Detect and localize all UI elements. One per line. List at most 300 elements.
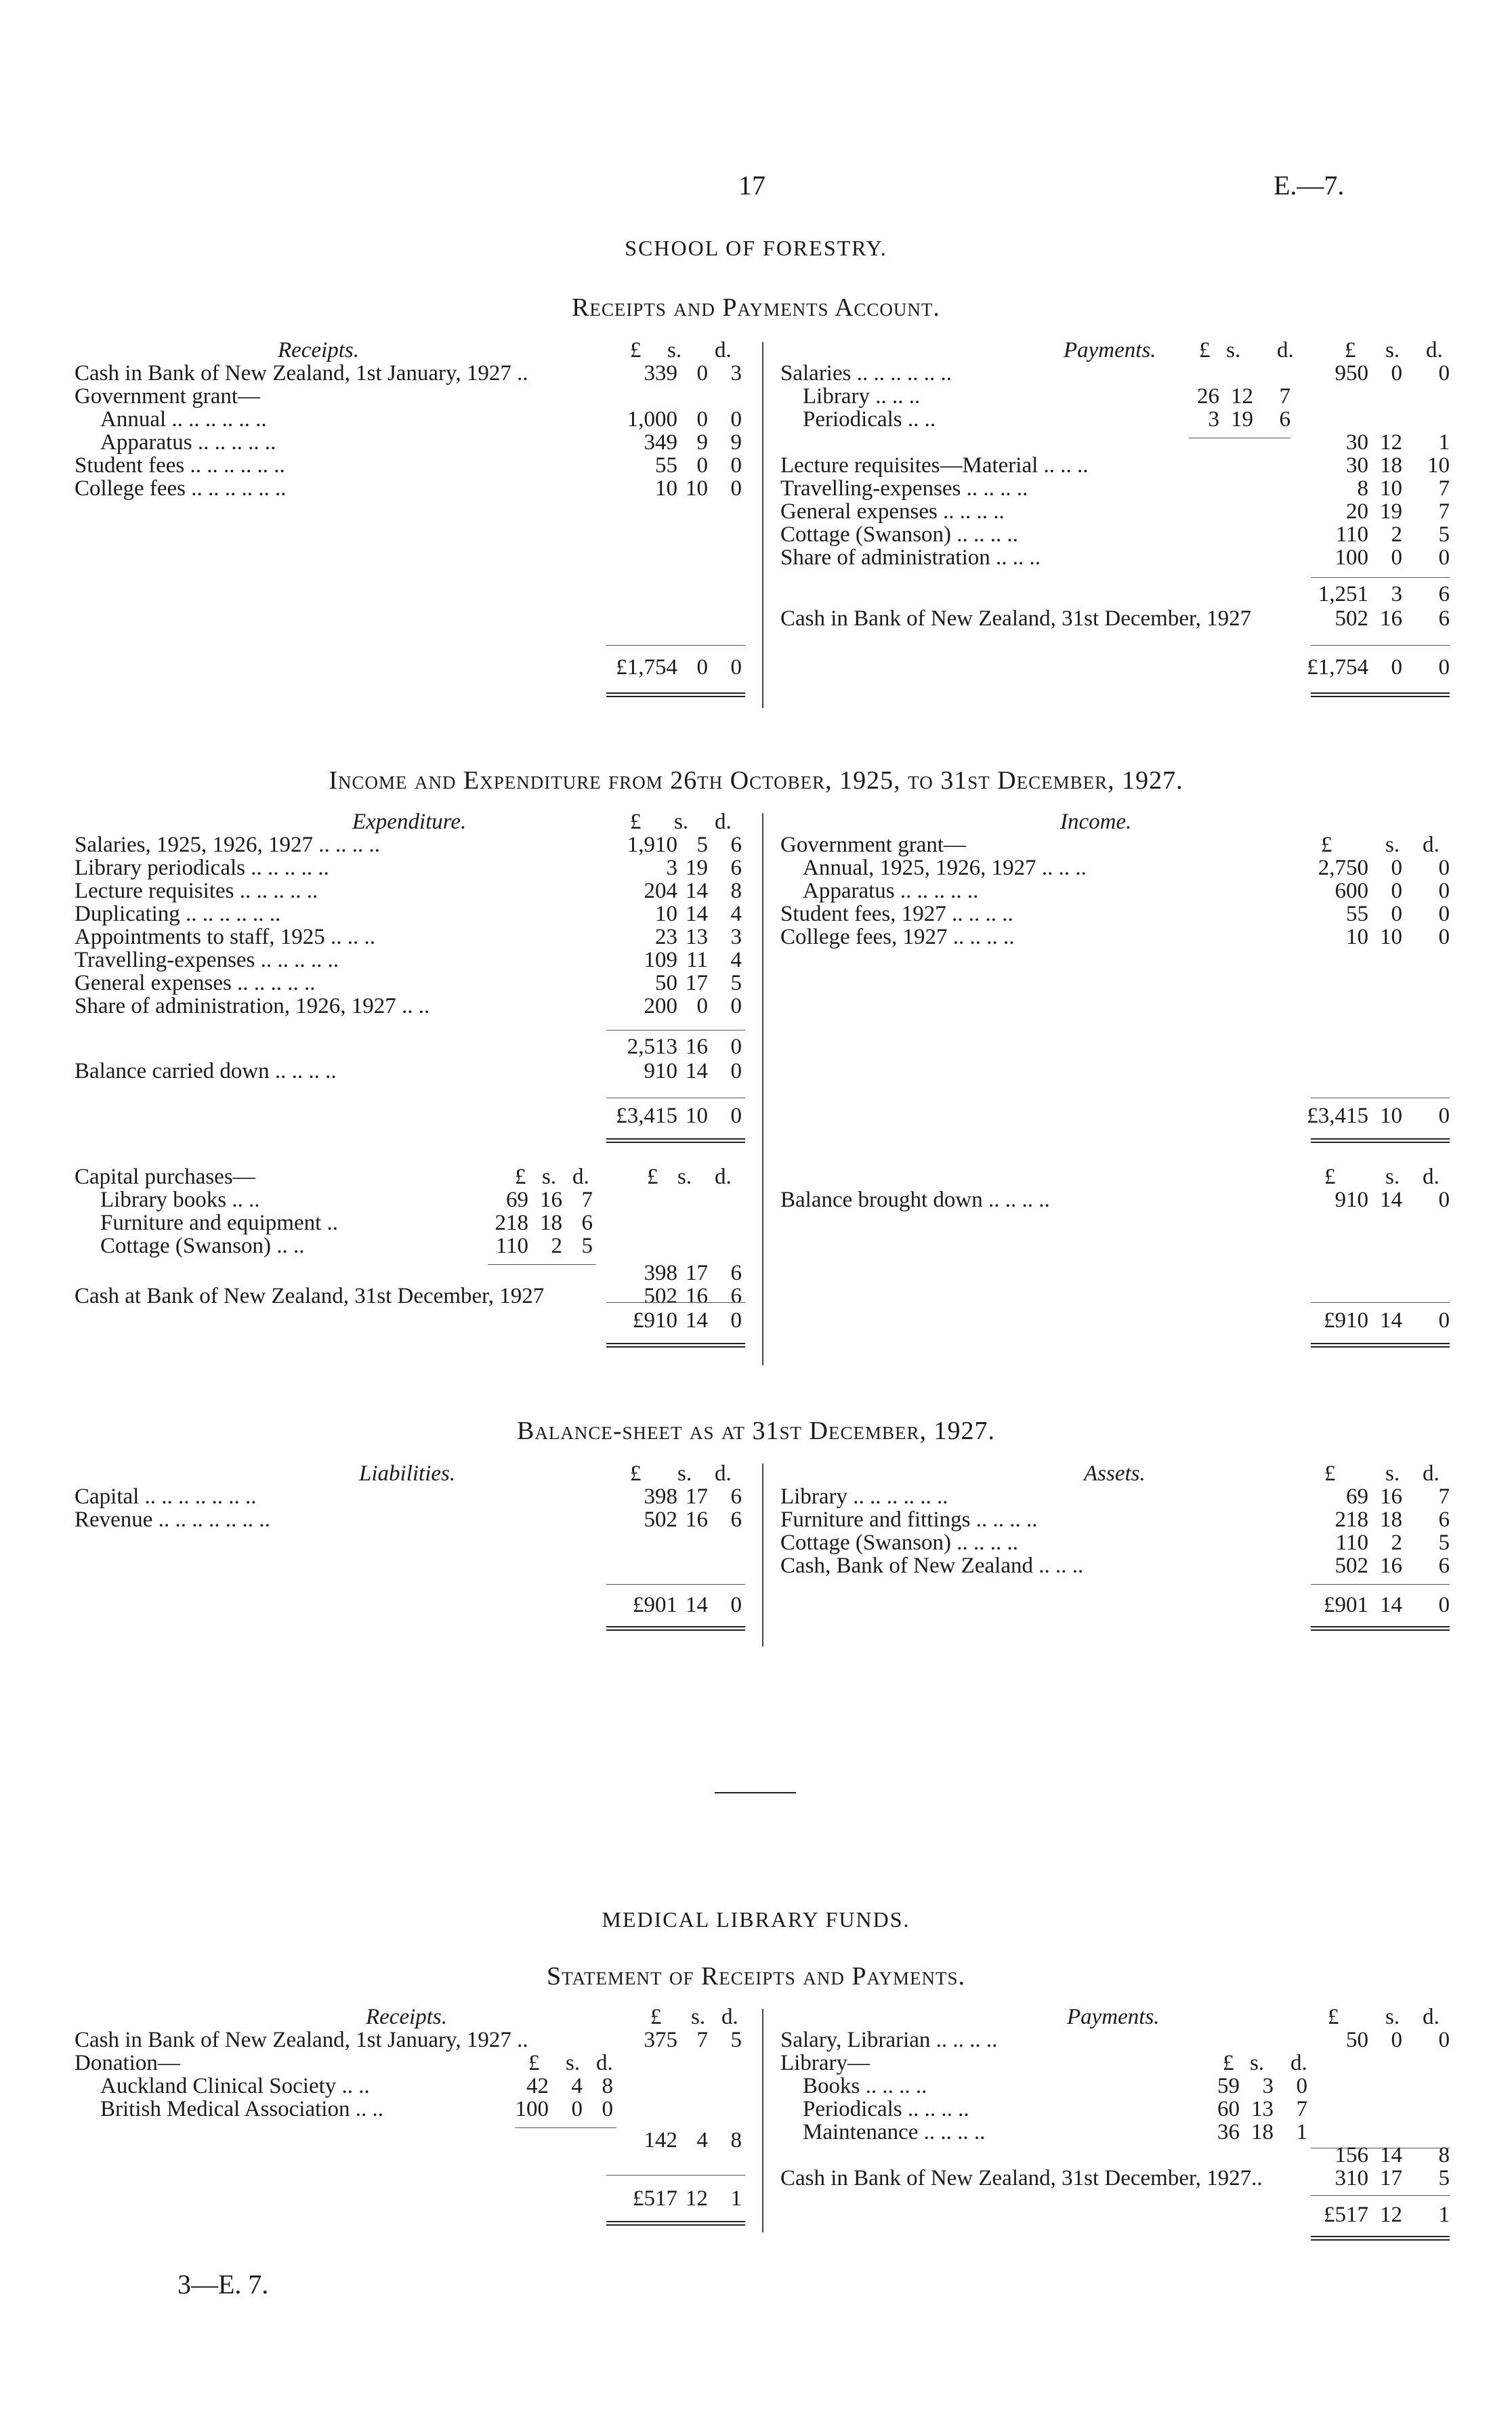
expenditure-l: 3 — [666, 856, 677, 880]
forestry-receipt-label: Cash in Bank of New Zealand, 1st January, 1927 .. — [75, 361, 528, 386]
forestry-payment-periodicals-d: 6 — [1279, 407, 1290, 432]
medical-library-row-d: 0 — [1296, 2074, 1307, 2098]
medical-library-row-d: 7 — [1296, 2097, 1307, 2121]
forestry-payments-cur-inner-l: £ — [1199, 338, 1211, 362]
forestry-payment-l: 100 — [1335, 545, 1368, 570]
forestry-receipt-label: College fees .. .. .. .. .. .. — [75, 476, 287, 501]
assets-double-rule — [1311, 1626, 1450, 1631]
expenditure-cur-s: s. — [674, 810, 689, 834]
forestry-payment-periodicals-label: Periodicals .. .. — [803, 407, 936, 432]
forestry-payment-d: 10 — [1427, 453, 1450, 478]
assets-heading: Assets. — [1084, 1461, 1146, 1486]
income-d: 0 — [1438, 902, 1450, 926]
forestry-subtitle — [0, 293, 1512, 323]
forestry-receipt-d: 0 — [730, 476, 742, 501]
forestry-payment-label: Share of administration .. .. .. — [780, 545, 1041, 570]
expenditure-total-s: 10 — [686, 1104, 708, 1128]
forestry-payments-rule — [1311, 645, 1450, 646]
forestry-receipts-cur-s: s. — [667, 338, 682, 362]
liability-s: 17 — [686, 1484, 708, 1509]
forestry-divider — [762, 342, 763, 708]
forestry-receipts-rule — [606, 645, 745, 646]
income-l: 2,750 — [1318, 856, 1368, 880]
expenditure-label: Share of administration, 1926, 1927 .. .. — [75, 994, 430, 1018]
capital-l: 218 — [495, 1211, 528, 1235]
medical-donation-subtotal-d: 8 — [730, 2128, 742, 2153]
medical-cash-label: Cash in Bank of New Zealand, 1st January, 1927 .. — [75, 2028, 528, 2052]
forestry-payment-periodicals-s: 19 — [1231, 407, 1253, 432]
forestry-payment-cash-d: 6 — [1438, 606, 1450, 631]
medical-library-row-label: Periodicals .. .. .. .. — [803, 2097, 969, 2121]
forestry-receipt-s: 0 — [696, 453, 708, 478]
forestry-payment-library-s: 12 — [1231, 384, 1253, 409]
capital-cash-s: 16 — [686, 1284, 708, 1308]
assets-cur-d: d. — [1423, 1461, 1440, 1486]
liabilities-double-rule — [606, 1626, 745, 1631]
income-heading: Income. — [1060, 810, 1132, 834]
capital-double-rule — [606, 1343, 745, 1348]
capital-total-s: 14 — [686, 1308, 708, 1333]
expenditure-l: 1,910 — [627, 833, 677, 857]
income-subtitle — [0, 766, 1512, 795]
income-d: 0 — [1438, 879, 1450, 903]
forestry-library-total-s: 12 — [1380, 430, 1402, 455]
income-l: 10 — [1346, 925, 1368, 949]
balance-bd-total-l: £910 — [1324, 1308, 1368, 1333]
balance-carried-down-s: 14 — [686, 1059, 708, 1083]
income-label: Annual, 1925, 1926, 1927 .. .. .. — [803, 856, 1087, 880]
expenditure-l: 109 — [644, 948, 677, 972]
asset-label: Furniture and fittings .. .. .. .. — [780, 1507, 1038, 1532]
balance-subtitle-text: Balance-sheet as at 31st December, 1927. — [517, 1417, 995, 1445]
asset-label: Library .. .. .. .. .. .. — [780, 1484, 948, 1509]
balance-bd-total-d: 0 — [1438, 1308, 1450, 1333]
expenditure-l: 200 — [644, 994, 677, 1018]
forestry-payment-library-l: 26 — [1197, 384, 1219, 409]
forestry-receipt-l: 349 — [644, 430, 677, 455]
forestry-payment-d: 5 — [1438, 522, 1450, 547]
expenditure-cur-d: d. — [715, 810, 732, 834]
expenditure-subtotal-s: 16 — [686, 1035, 708, 1059]
income-total-s: 10 — [1380, 1104, 1402, 1128]
medical-payments-cur-inner-l: £ — [1223, 2051, 1234, 2075]
medical-salary-l: 50 — [1346, 2028, 1368, 2052]
page-number: 17 — [738, 170, 765, 201]
balance-brought-down-label: Balance brought down .. .. .. .. — [780, 1188, 1050, 1212]
medical-library-row-s: 13 — [1251, 2097, 1274, 2121]
forestry-payment-library-label: Library .. .. .. — [803, 384, 921, 409]
expenditure-s: 11 — [686, 948, 708, 972]
income-subtitle-text: Income and Expenditure from 26th October, 1925, to 31st December, 1927. — [329, 766, 1183, 795]
medical-payments-total-l: £517 — [1324, 2203, 1368, 2227]
expenditure-subtotal-l: 2,513 — [627, 1035, 677, 1059]
expenditure-total-d: 0 — [730, 1104, 742, 1128]
medical-receipts-total-s: 12 — [686, 2186, 708, 2211]
liability-d: 6 — [730, 1484, 742, 1509]
liability-label: Revenue .. .. .. .. .. .. .. — [75, 1507, 270, 1532]
capital-cash-d: 6 — [730, 1284, 742, 1308]
capital-cur-outer-s: s. — [677, 1165, 692, 1189]
expenditure-l: 10 — [655, 902, 677, 926]
forestry-library-total-d: 1 — [1438, 430, 1450, 455]
forestry-payments-total-s: 0 — [1391, 655, 1402, 680]
forestry-receipt-d: 0 — [730, 407, 742, 432]
asset-l: 69 — [1346, 1484, 1368, 1509]
medical-receipts-total-d: 1 — [730, 2186, 742, 2211]
capital-d: 6 — [581, 1211, 593, 1235]
section-separator — [715, 1792, 796, 1793]
forestry-receipt-d: 9 — [730, 430, 742, 455]
liability-l: 398 — [644, 1484, 677, 1509]
expenditure-d: 5 — [730, 971, 742, 995]
capital-cur-inner-s: s. — [542, 1165, 557, 1189]
forestry-payment-periodicals-l: 3 — [1208, 407, 1219, 432]
asset-label: Cottage (Swanson) .. .. .. .. — [780, 1531, 1019, 1555]
medical-salary-d: 0 — [1438, 2028, 1450, 2052]
forestry-receipt-l: 339 — [644, 361, 677, 386]
capital-cash-l: 502 — [644, 1284, 677, 1308]
assets-total-l: £901 — [1324, 1593, 1368, 1617]
forestry-receipts-total-l: £1,754 — [616, 655, 677, 680]
assets-cur-l: £ — [1324, 1461, 1336, 1486]
forestry-receipt-s: 0 — [696, 407, 708, 432]
forestry-receipt-label: Government grant— — [75, 384, 261, 409]
asset-l: 218 — [1335, 1507, 1368, 1532]
medical-payments-cur-outer-l: £ — [1328, 2005, 1339, 2029]
expenditure-l: 23 — [655, 925, 677, 949]
income-s: 10 — [1380, 925, 1402, 949]
income-d: 0 — [1438, 925, 1450, 949]
medical-library-row-s: 3 — [1262, 2074, 1274, 2098]
capital-cur-inner-l: £ — [515, 1165, 526, 1189]
asset-d: 5 — [1438, 1531, 1450, 1555]
medical-library-row-d: 1 — [1296, 2120, 1307, 2144]
capital-subtotal-d: 6 — [730, 1261, 742, 1285]
income-cur-l: £ — [1321, 833, 1332, 857]
expenditure-cur-l: £ — [630, 810, 642, 834]
medical-receipts-cur-outer-d: d. — [721, 2005, 738, 2029]
capital-subtotal-l: 398 — [644, 1261, 677, 1285]
forestry-payment-s: 10 — [1380, 476, 1402, 501]
medical-cash-d: 5 — [730, 2028, 742, 2052]
forestry-payment-s: 2 — [1391, 522, 1402, 547]
expenditure-total-l: £3,415 — [616, 1104, 677, 1128]
capital-cash-label: Cash at Bank of New Zealand, 31st December, 1927 — [75, 1284, 545, 1308]
forestry-receipts-double-rule — [606, 692, 745, 697]
asset-d: 6 — [1438, 1507, 1450, 1532]
medical-cash-s: 7 — [696, 2028, 708, 2052]
forestry-payments-subtotal-d: 6 — [1438, 582, 1450, 606]
forestry-payment-d: 7 — [1438, 476, 1450, 501]
expenditure-subtotal-d: 0 — [730, 1035, 742, 1059]
forestry-payment-salaries-d: 0 — [1438, 361, 1450, 386]
asset-label: Cash, Bank of New Zealand .. .. .. — [780, 1554, 1084, 1578]
income-label: Government grant— — [780, 833, 967, 857]
medical-receipts-double-rule — [606, 2221, 745, 2226]
assets-total-s: 14 — [1380, 1593, 1402, 1617]
forestry-receipts-cur-d: d. — [715, 338, 732, 362]
income-label: Apparatus .. .. .. .. .. — [803, 879, 979, 903]
forestry-receipt-l: 1,000 — [627, 407, 677, 432]
medical-payments-total-d: 1 — [1438, 2203, 1450, 2227]
expenditure-label: Travelling-expenses .. .. .. .. .. — [75, 948, 339, 972]
income-double-rule — [1311, 1138, 1450, 1143]
forestry-receipt-label: Annual .. .. .. .. .. .. — [100, 407, 267, 432]
forestry-receipt-l: 10 — [655, 476, 677, 501]
liability-s: 16 — [686, 1507, 708, 1532]
capital-l: 69 — [506, 1188, 528, 1212]
balance-carried-down-label: Balance carried down .. .. .. .. — [75, 1059, 337, 1083]
medical-receipts-total-l: £517 — [633, 2186, 677, 2211]
page-footer: 3—E. 7. — [177, 2269, 269, 2300]
forestry-payments-double-rule — [1311, 692, 1450, 697]
forestry-receipt-d: 3 — [730, 361, 742, 386]
expenditure-s: 17 — [686, 971, 708, 995]
medical-payments-cash-l: 310 — [1335, 2166, 1368, 2190]
forestry-receipt-label: Student fees .. .. .. .. .. .. — [75, 453, 285, 478]
liabilities-total-l: £901 — [633, 1593, 677, 1617]
asset-d: 7 — [1438, 1484, 1450, 1509]
forestry-payments-cur-inner-s: s. — [1226, 338, 1241, 362]
medical-subtitle-text: Statement of Receipts and Payments. — [547, 1962, 965, 1991]
income-l: 55 — [1346, 902, 1368, 926]
liabilities-total-s: 14 — [686, 1593, 708, 1617]
medical-library-total-d: 8 — [1438, 2143, 1450, 2167]
forestry-payment-s: 19 — [1380, 499, 1402, 524]
capital-label: Furniture and equipment .. — [100, 1211, 339, 1235]
forestry-receipt-d: 0 — [730, 453, 742, 478]
medical-payments-double-rule — [1311, 2236, 1450, 2241]
capital-s: 16 — [540, 1188, 562, 1212]
medical-payments-cur-inner-s: s. — [1250, 2051, 1265, 2075]
asset-s: 16 — [1380, 1484, 1402, 1509]
page-code: E.—7. — [1274, 170, 1345, 201]
forestry-receipt-s: 9 — [696, 430, 708, 455]
capital-total-l: £910 — [633, 1308, 677, 1333]
liabilities-cur-s: s. — [677, 1461, 692, 1486]
forestry-payments-subtotal-rule — [1311, 577, 1450, 578]
medical-payments-heading: Payments. — [1067, 2005, 1160, 2029]
medical-payments-cash-s: 17 — [1380, 2166, 1402, 2190]
capital-d: 5 — [581, 1234, 593, 1258]
liabilities-cur-l: £ — [630, 1461, 642, 1486]
capital-cur-inner-d: d. — [572, 1165, 589, 1189]
medical-receipts-heading: Receipts. — [366, 2005, 448, 2029]
forestry-payment-label: Lecture requisites—Material .. .. .. — [780, 453, 1089, 478]
forestry-receipts-heading: Receipts. — [278, 338, 360, 362]
expenditure-double-rule — [606, 1138, 745, 1143]
capital-s: 18 — [540, 1211, 562, 1235]
forestry-payment-salaries-l: 950 — [1335, 361, 1368, 386]
forestry-payments-cur-outer-s: s. — [1385, 338, 1400, 362]
expenditure-d: 4 — [730, 902, 742, 926]
balance-bd-total-s: 14 — [1380, 1308, 1402, 1333]
income-label: College fees, 1927 .. .. .. .. — [780, 925, 1015, 949]
capital-label: Library books .. .. — [100, 1188, 260, 1212]
medical-receipts-cur-inner-l: £ — [528, 2051, 540, 2075]
forestry-payments-heading: Payments. — [1064, 338, 1156, 362]
forestry-payments-cur-outer-l: £ — [1345, 338, 1356, 362]
capital-subtotal-s: 17 — [686, 1261, 708, 1285]
income-s: 0 — [1391, 879, 1402, 903]
forestry-payment-l: 8 — [1357, 476, 1368, 501]
medical-donation-subtotal-l: 142 — [644, 2128, 677, 2153]
medical-donation-row-s: 0 — [571, 2097, 583, 2121]
medical-library-row-label: Books .. .. .. .. — [803, 2074, 927, 2098]
forestry-payment-l: 30 — [1346, 453, 1368, 478]
balance-brought-down-s: 14 — [1380, 1188, 1402, 1212]
forestry-receipts-total-d: 0 — [730, 655, 742, 680]
forestry-payment-d: 7 — [1438, 499, 1450, 524]
expenditure-label: Library periodicals .. .. .. .. .. — [75, 856, 329, 880]
medical-library-row-s: 18 — [1251, 2120, 1274, 2144]
liabilities-cur-d: d. — [715, 1461, 732, 1486]
capital-d: 7 — [581, 1188, 593, 1212]
income-total-l: £3,415 — [1307, 1104, 1368, 1128]
medical-donation-rule — [515, 2127, 616, 2128]
liability-l: 502 — [644, 1507, 677, 1532]
medical-donation-row-label: Auckland Clinical Society .. .. — [100, 2074, 370, 2098]
forestry-payment-s: 0 — [1391, 545, 1402, 570]
expenditure-d: 6 — [730, 833, 742, 857]
medical-title-text: MEDICAL LIBRARY FUNDS. — [602, 1907, 910, 1932]
expenditure-l: 204 — [644, 879, 677, 903]
medical-library-row-l: 60 — [1217, 2097, 1240, 2121]
medical-cash-l: 375 — [644, 2028, 677, 2052]
forestry-subtitle-text: Receipts and Payments Account. — [572, 293, 940, 322]
income-s: 0 — [1391, 856, 1402, 880]
balance-divider — [762, 1463, 763, 1646]
income-cur-d: d. — [1423, 833, 1440, 857]
income-l: 600 — [1335, 879, 1368, 903]
medical-payments-cur-inner-d: d. — [1290, 2051, 1307, 2075]
medical-payments-total-rule — [1311, 2195, 1450, 2196]
forestry-receipt-l: 55 — [655, 453, 677, 478]
forestry-receipt-s: 10 — [686, 476, 708, 501]
expenditure-subtotal-rule — [606, 1030, 745, 1031]
forestry-receipt-s: 0 — [696, 361, 708, 386]
medical-donation-row-label: British Medical Association .. .. — [100, 2097, 383, 2121]
medical-library-row-l: 59 — [1217, 2074, 1240, 2098]
forestry-payment-salaries-s: 0 — [1391, 361, 1402, 386]
forestry-payment-l: 20 — [1346, 499, 1368, 524]
balance-brought-down-d: 0 — [1438, 1188, 1450, 1212]
expenditure-l: 50 — [655, 971, 677, 995]
medical-receipts-total-rule — [606, 2175, 745, 2176]
medical-library-row-l: 36 — [1217, 2120, 1240, 2144]
asset-d: 6 — [1438, 1554, 1450, 1578]
medical-receipts-cur-inner-s: s. — [566, 2051, 581, 2075]
expenditure-heading: Expenditure. — [352, 810, 467, 834]
balance-bd-double-rule — [1311, 1343, 1450, 1348]
capital-cur-outer-l: £ — [647, 1165, 658, 1189]
medical-payments-cash-label: Cash in Bank of New Zealand, 31st December, 1927.. — [780, 2166, 1263, 2190]
forestry-receipt-label: Apparatus .. .. .. .. .. — [100, 430, 276, 455]
forestry-payment-l: 110 — [1335, 522, 1368, 547]
expenditure-s: 13 — [686, 925, 708, 949]
expenditure-d: 6 — [730, 856, 742, 880]
income-label: Student fees, 1927 .. .. .. .. — [780, 902, 1013, 926]
forestry-library-total-l: 30 — [1346, 430, 1368, 455]
forestry-payment-label: Cottage (Swanson) .. .. .. .. — [780, 522, 1019, 547]
expenditure-s: 0 — [696, 994, 708, 1018]
forestry-receipts-total-s: 0 — [696, 655, 708, 680]
capital-total-rule — [606, 1302, 745, 1303]
medical-salary-label: Salary, Librarian .. .. .. .. — [780, 2028, 998, 2052]
balance-subtitle — [0, 1416, 1512, 1446]
expenditure-d: 8 — [730, 879, 742, 903]
medical-payments-cash-d: 5 — [1438, 2166, 1450, 2190]
forestry-payment-cash-label: Cash in Bank of New Zealand, 31st December, 1927 — [780, 606, 1252, 631]
asset-s: 16 — [1380, 1554, 1402, 1578]
balance-bd-cur-s: s. — [1385, 1165, 1400, 1189]
balance-carried-down-d: 0 — [730, 1059, 742, 1083]
medical-payments-cur-outer-d: d. — [1423, 2005, 1440, 2029]
expenditure-d: 0 — [730, 994, 742, 1018]
assets-total-d: 0 — [1438, 1593, 1450, 1617]
medical-receipts-cur-outer-s: s. — [691, 2005, 706, 2029]
forestry-payment-salaries-label: Salaries .. .. .. .. .. .. — [780, 361, 952, 386]
medical-donation-row-l: 100 — [515, 2097, 549, 2121]
forestry-payment-label: Travelling-expenses .. .. .. .. — [780, 476, 1028, 501]
forestry-payment-s: 18 — [1380, 453, 1402, 478]
balance-brought-down-l: 910 — [1335, 1188, 1368, 1212]
capital-purchases-label: Capital purchases— — [75, 1165, 255, 1189]
liabilities-total-rule — [606, 1584, 745, 1585]
expenditure-s: 19 — [686, 856, 708, 880]
liabilities-total-d: 0 — [730, 1593, 742, 1617]
forestry-receipts-cur-l: £ — [630, 338, 642, 362]
expenditure-d: 4 — [730, 948, 742, 972]
forestry-payment-library-d: 7 — [1279, 384, 1290, 409]
balance-bd-cur-d: d. — [1423, 1165, 1440, 1189]
liabilities-heading: Liabilities. — [359, 1461, 456, 1486]
medical-library-total-s: 14 — [1380, 2143, 1402, 2167]
medical-subtitle — [0, 1961, 1512, 1991]
medical-library-label: Library— — [780, 2051, 870, 2075]
forestry-payments-total-l: £1,754 — [1307, 655, 1368, 680]
assets-cur-s: s. — [1385, 1461, 1400, 1486]
forestry-payments-subtotal-s: 3 — [1391, 582, 1402, 606]
forestry-payments-cur-outer-d: d. — [1426, 338, 1443, 362]
forestry-payment-cash-l: 502 — [1335, 606, 1368, 631]
forestry-payment-d: 0 — [1438, 545, 1450, 570]
medical-payments-total-s: 12 — [1380, 2203, 1402, 2227]
forestry-payments-subtotal-l: 1,251 — [1318, 582, 1368, 606]
expenditure-label: Duplicating .. .. .. .. .. .. — [75, 902, 281, 926]
assets-total-rule — [1311, 1584, 1450, 1585]
income-total-d: 0 — [1438, 1104, 1450, 1128]
asset-l: 502 — [1335, 1554, 1368, 1578]
expenditure-label: Salaries, 1925, 1926, 1927 .. .. .. .. — [75, 833, 380, 857]
capital-cur-outer-d: d. — [715, 1165, 732, 1189]
medical-donation-row-d: 8 — [602, 2074, 613, 2098]
medical-library-row-label: Maintenance .. .. .. .. — [803, 2120, 986, 2144]
forestry-payment-label: General expenses .. .. .. .. — [780, 499, 1005, 524]
liability-label: Capital .. .. .. .. .. .. .. — [75, 1484, 257, 1509]
capital-rule — [488, 1264, 596, 1265]
expenditure-label: General expenses .. .. .. .. .. — [75, 971, 316, 995]
capital-label: Cottage (Swanson) .. .. — [100, 1234, 305, 1258]
medical-donation-label: Donation— — [75, 2051, 180, 2075]
asset-l: 110 — [1335, 1531, 1368, 1555]
medical-donation-row-s: 4 — [571, 2074, 583, 2098]
medical-salary-s: 0 — [1391, 2028, 1402, 2052]
expenditure-s: 14 — [686, 902, 708, 926]
medical-donation-subtotal-s: 4 — [696, 2128, 708, 2153]
income-s: 0 — [1391, 902, 1402, 926]
medical-donation-row-l: 42 — [526, 2074, 549, 2098]
